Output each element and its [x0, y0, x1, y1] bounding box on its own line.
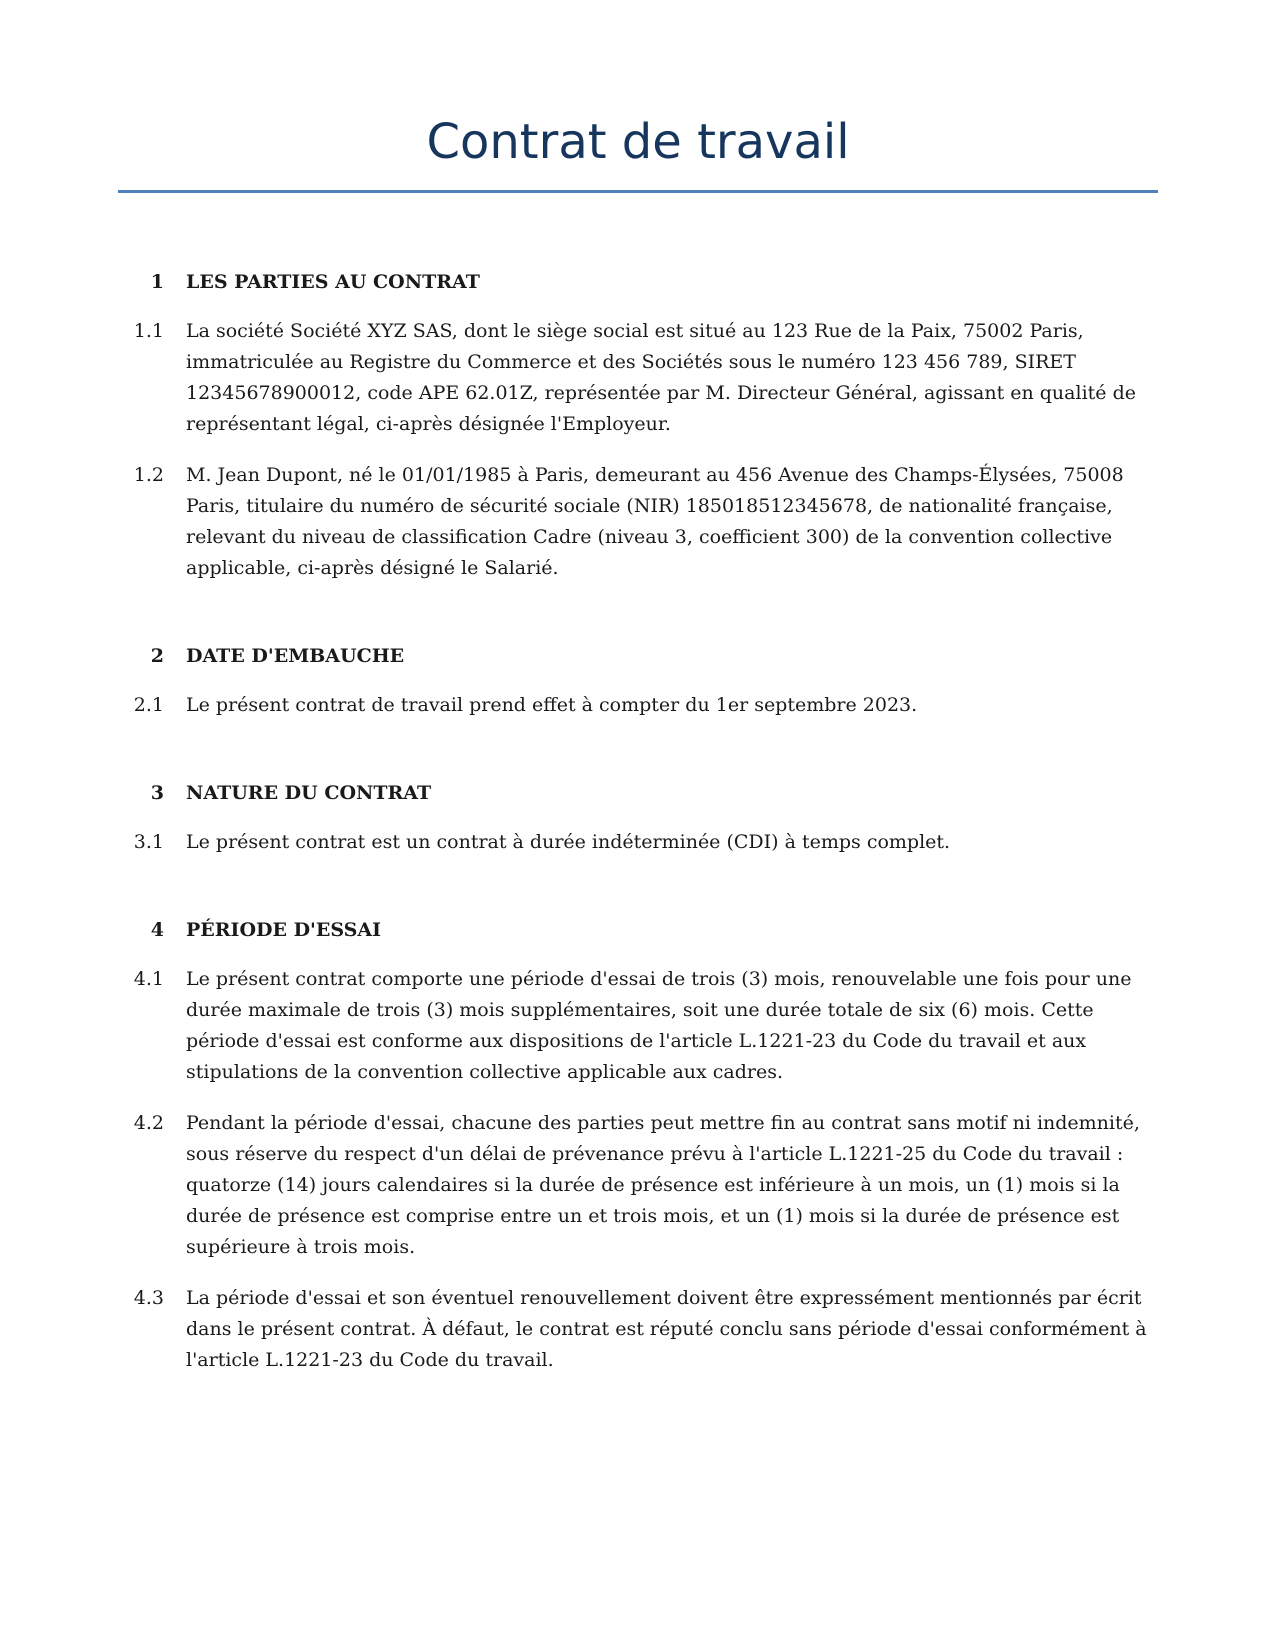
clause-number: 1.1 — [133, 320, 164, 342]
clause-number: 4.1 — [133, 968, 164, 990]
section-title: LES PARTIES AU CONTRAT — [186, 271, 480, 293]
section-heading — [118, 779, 1158, 807]
section-nature-contrat — [118, 779, 1158, 858]
clause — [118, 1108, 1158, 1263]
clause-number: 1.2 — [133, 464, 164, 486]
document-body — [118, 268, 1158, 1376]
section-title: NATURE DU CONTRAT — [186, 782, 432, 804]
section-number: 1 — [150, 271, 164, 293]
section-periode-essai — [118, 916, 1158, 1376]
clause-text: Le présent contrat est un contrat à durée indéterminée (CDI) à temps complet. — [186, 831, 951, 853]
section-heading — [118, 916, 1158, 944]
clause-number: 3.1 — [133, 831, 164, 853]
document-title: Contrat de travail — [426, 114, 850, 170]
section-number: 3 — [150, 782, 164, 804]
section-heading — [118, 268, 1158, 296]
clause-text: La période d'essai et son éventuel renouvellement doivent être expressément mentionnés par écrit dans le présent contrat. À défaut, le contrat est réputé conclu sans période d'essai conformément à l'article L.1221-23 du Code du travail. — [186, 1287, 1147, 1371]
clause — [118, 827, 1158, 858]
clause — [118, 690, 1158, 721]
clause-number: 4.3 — [133, 1287, 164, 1309]
clause — [118, 964, 1158, 1088]
section-date-embauche — [118, 642, 1158, 721]
section-number: 4 — [150, 919, 164, 941]
section-heading — [118, 642, 1158, 670]
clause — [118, 1283, 1158, 1376]
section-parties — [118, 268, 1158, 584]
clause-number: 2.1 — [133, 694, 164, 716]
clause — [118, 316, 1158, 440]
clause-text: Pendant la période d'essai, chacune des parties peut mettre fin au contrat sans motif ni indemnité, sous réserve du respect d'un délai de prévenance prévu à l'article L.1221-25 du Code du travail : quatorze (14) jours calendaires si la durée de présence est inférieure à un mois, un (1) mois si la durée de présence est comprise entre un et trois mois, et un (1) mois si la durée de présence est supérieure à trois mois. — [186, 1112, 1140, 1258]
clause-text: Le présent contrat comporte une période d'essai de trois (3) mois, renouvelable une fois pour une durée maximale de trois (3) mois supplémentaires, soit une durée totale de six (6) mois. Cette période d'essai est conforme aux dispositions de l'article L.1221-23 du Code du travail et aux stipulations de la convention collective applicable aux cadres. — [186, 968, 1132, 1083]
clause — [118, 460, 1158, 584]
title-underline — [118, 190, 1158, 193]
clause-text: La société Société XYZ SAS, dont le siège social est situé au 123 Rue de la Paix, 75002 Paris, immatriculée au Registre du Commerce et des Sociétés sous le numéro 123 456 789, SIRET 12345678900012, code APE 62.01Z, représentée par M. Directeur Général, agissant en qualité de représentant légal, ci-après désignée l'Employeur. — [186, 320, 1136, 435]
section-title: PÉRIODE D'ESSAI — [186, 919, 382, 941]
clause-number: 4.2 — [133, 1112, 164, 1134]
section-title: DATE D'EMBAUCHE — [186, 645, 405, 667]
clause-text: Le présent contrat de travail prend effet à compter du 1er septembre 2023. — [186, 694, 918, 716]
section-number: 2 — [150, 645, 164, 667]
clause-text: M. Jean Dupont, né le 01/01/1985 à Paris, demeurant au 456 Avenue des Champs-Élysées, 75008 Paris, titulaire du numéro de sécurité sociale (NIR) 185018512345678, de nationalité française, relevant du niveau de classification Cadre (niveau 3, coefficient 300) de la convention collective applicable, ci-après désigné le Salarié. — [186, 464, 1124, 579]
